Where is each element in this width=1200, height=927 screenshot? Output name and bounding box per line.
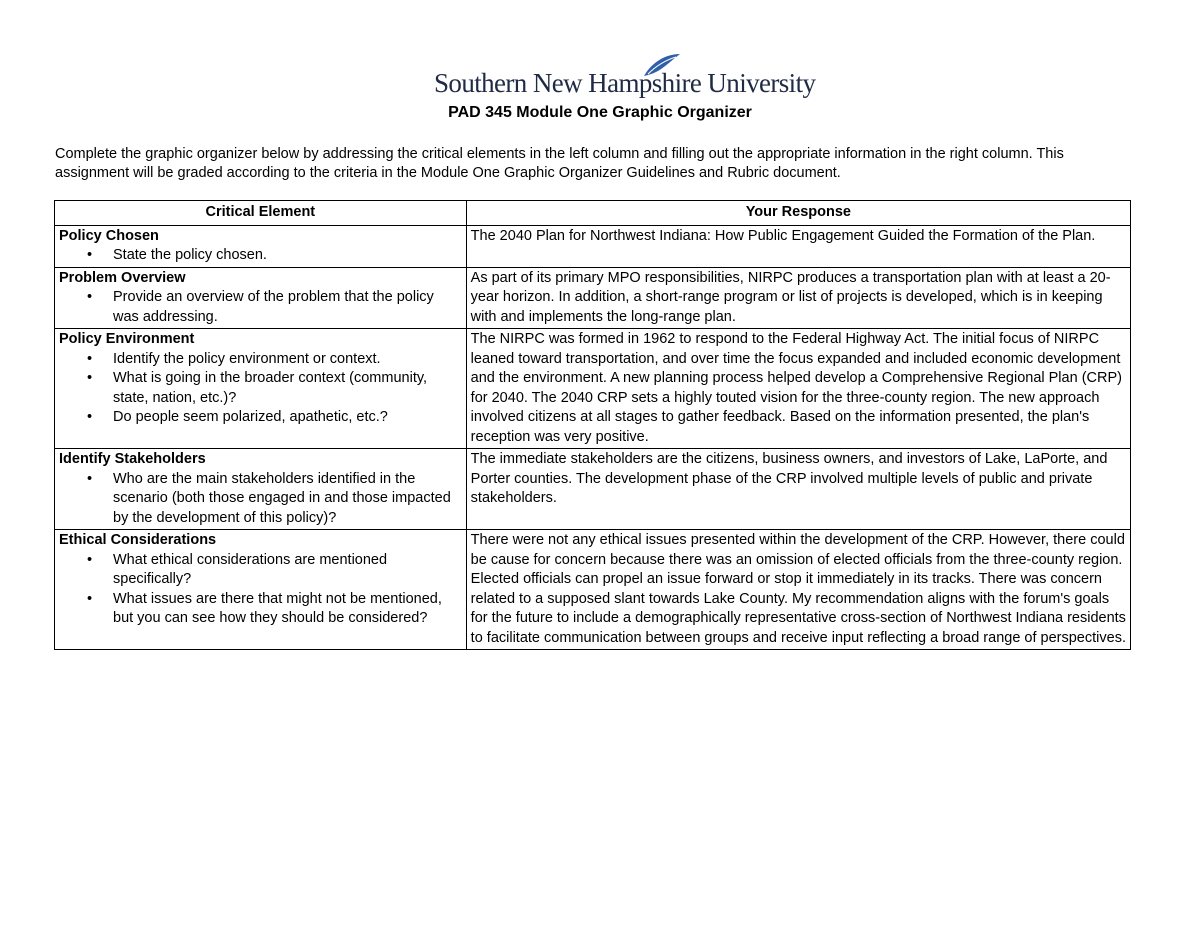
element-bullets xyxy=(59,246,462,266)
table-row xyxy=(55,329,1131,449)
element-title: Policy Chosen xyxy=(59,227,159,244)
table-row xyxy=(55,449,1131,530)
graphic-organizer-table xyxy=(54,200,1131,650)
element-title: Problem Overview xyxy=(59,269,186,286)
element-title: Ethical Considerations xyxy=(59,532,217,548)
table-row xyxy=(55,530,1131,650)
bullet-item: • What ethical considerations are mentioned specifically? xyxy=(113,551,462,590)
bullet-item: • Who are the main stakeholders identified in the scenario (both those engaged in and those impacted by the development of this policy)? xyxy=(113,470,462,529)
critical-element-cell xyxy=(55,329,467,449)
element-bullets xyxy=(59,470,462,529)
response-cell: The 2040 Plan for Northwest Indiana: How Public Engagement Guided the Formation of the Plan. xyxy=(466,225,1130,267)
element-title: Policy Environment xyxy=(59,331,195,347)
table-row xyxy=(55,267,1131,329)
column-header-critical-element: Critical Element xyxy=(55,201,467,226)
element-bullets xyxy=(59,551,462,629)
response-cell: There were not any ethical issues presented within the development of the CRP. However, there could be cause for concern because there was an omission of elected officials from the three-county region. Elected officials can propel an issue forward or stop it immediately in its tracks. There was concern related to a supposed slant towards Lake County. My recommendation aligns with the forum's goals for the future to include a demographically representative cross-section of Northwest Indiana residents to facilitate communication between groups and receive input reflecting a broad range of perspectives. xyxy=(466,530,1130,650)
column-header-your-response: Your Response xyxy=(466,201,1130,226)
bullet-item: • What issues are there that might not be mentioned, but you can see how they should be considered? xyxy=(113,590,462,629)
critical-element-cell xyxy=(55,449,467,530)
critical-element-cell xyxy=(55,267,467,329)
element-title: Identify Stakeholders xyxy=(59,451,206,467)
bullet-item: • What is going in the broader context (community, state, nation, etc.)? xyxy=(113,369,462,408)
response-cell: The immediate stakeholders are the citizens, business owners, and investors of Lake, LaPorte, and Porter counties. The development phase of the CRP involved multiple levels of public and private stakeholders. xyxy=(466,449,1130,530)
element-bullets xyxy=(59,350,462,428)
element-bullets xyxy=(59,288,462,327)
table-row xyxy=(55,225,1131,267)
table-header-row xyxy=(55,201,1131,226)
university-logo xyxy=(434,52,816,104)
critical-element-cell xyxy=(55,530,467,650)
page-title: PAD 345 Module One Graphic Organizer xyxy=(448,104,752,121)
bullet-item: • State the policy chosen. xyxy=(113,246,462,266)
instructions-paragraph: Complete the graphic organizer below by addressing the critical elements in the left column and filling out the appropriate information in the right column. This assignment will be graded according to the criteria in the Module One Graphic Organizer Guidelines and Rubric document. xyxy=(55,146,1064,181)
university-name: Southern New Hampshire University xyxy=(434,68,816,98)
response-cell: The NIRPC was formed in 1962 to respond to the Federal Highway Act. The initial focus of NIRPC leaned toward transportation, and over time the focus expanded and included economic development and the environment. A new planning process helped develop a Comprehensive Regional Plan (CRP) for 2040. The 2040 CRP sets a highly touted vision for the three-county region. The new approach involved citizens at all stages to gather feedback. Based on the information presented, the plan's reception was very positive. xyxy=(466,329,1130,449)
bullet-item: • Do people seem polarized, apathetic, etc.? xyxy=(113,408,462,428)
bullet-item: • Provide an overview of the problem that the policy was addressing. xyxy=(113,288,462,327)
bullet-item: • Identify the policy environment or context. xyxy=(113,350,462,370)
response-cell: As part of its primary MPO responsibilities, NIRPC produces a transportation plan with at least a 20-year horizon. In addition, a short-range program or list of projects is developed, which is in keeping with and implements the long-range plan. xyxy=(466,267,1130,329)
critical-element-cell xyxy=(55,225,467,267)
